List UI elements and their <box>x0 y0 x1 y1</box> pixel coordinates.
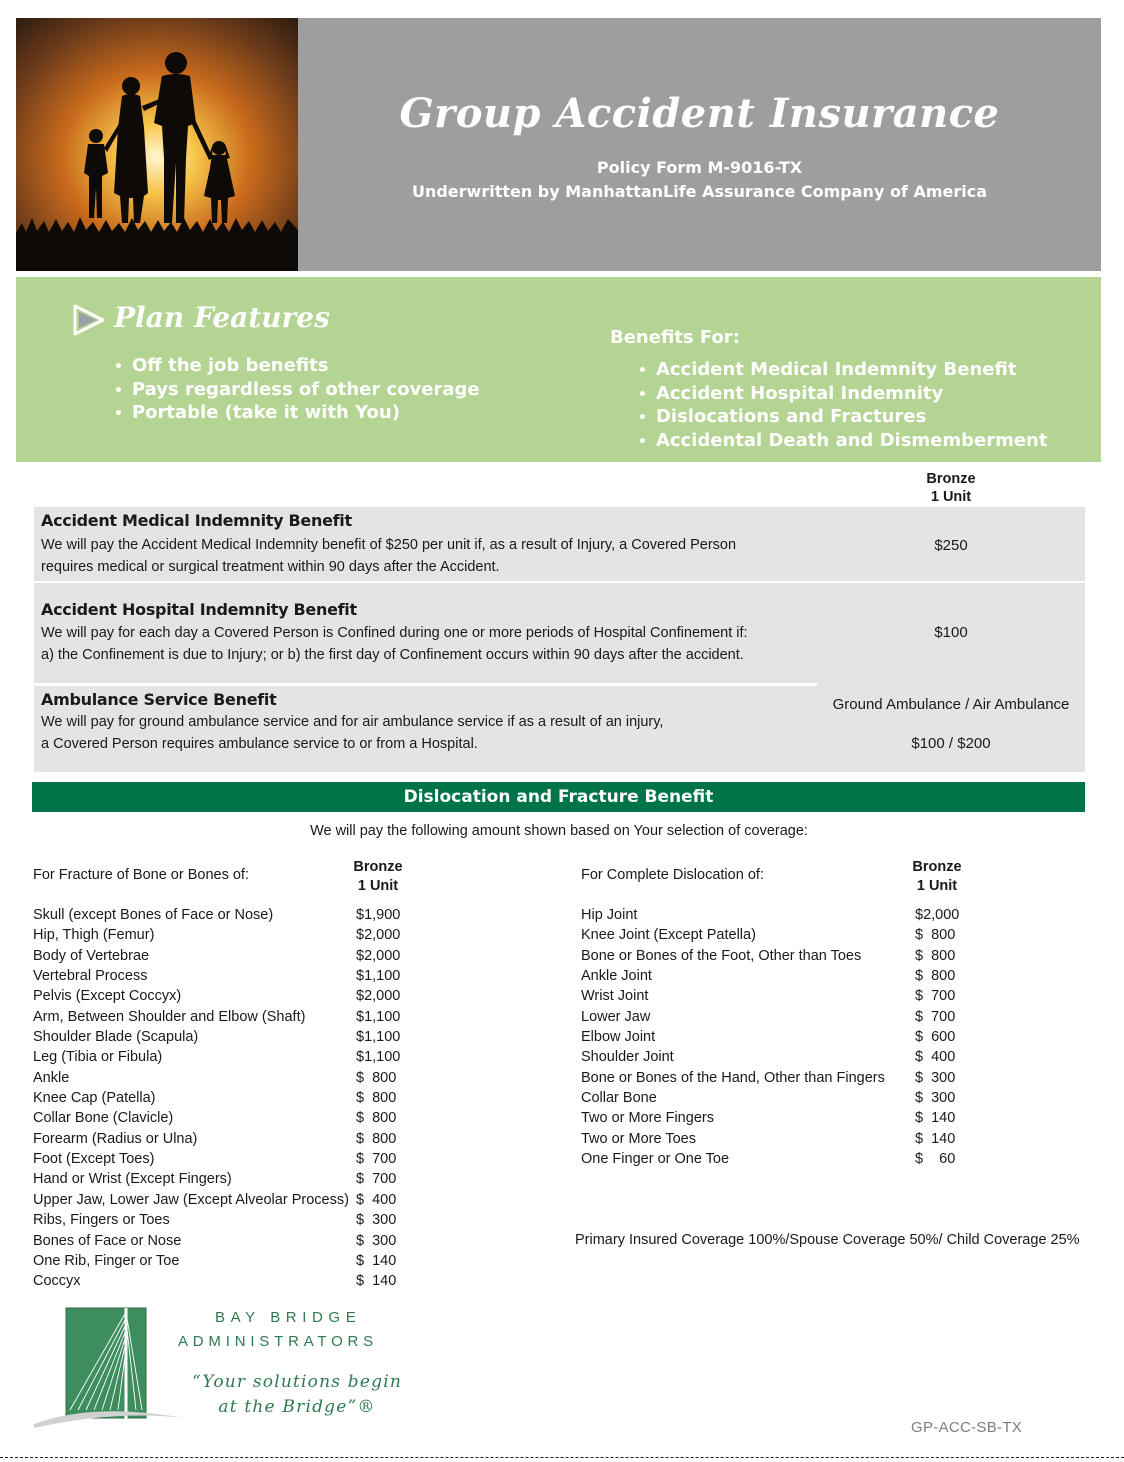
item-name: Hip, Thigh (Femur) <box>33 927 155 944</box>
item-amount: $ 140 <box>915 1130 956 1147</box>
fracture-unit-header: Bronze 1 Unit <box>353 859 403 894</box>
item-name: Bone or Bones of the Hand, Other than Fingers <box>581 1069 885 1086</box>
table-row <box>33 946 413 966</box>
benefit-row-hospital <box>34 583 1085 683</box>
plan-features-panel <box>16 277 1101 462</box>
header-text <box>298 18 1101 271</box>
list-item: • Pays regardless of other coverage <box>114 379 480 403</box>
item-amount: $ 800 <box>356 1069 397 1086</box>
table-row <box>33 986 413 1006</box>
form-code: GP-ACC-SB-TX <box>911 1419 1023 1436</box>
item-name: Skull (except Bones of Face or Nose) <box>33 907 274 923</box>
bay-bridge-logo <box>34 1306 194 1431</box>
item-amount: $1,100 <box>356 968 401 985</box>
table-row <box>581 1068 971 1088</box>
table-row <box>581 1027 971 1047</box>
fracture-heading: For Fracture of Bone or Bones of: <box>33 867 249 883</box>
item-name: Upper Jaw, Lower Jaw (Except Alveolar Process) <box>33 1191 349 1208</box>
item-amount: $2,000 <box>356 988 401 1005</box>
table-row <box>581 905 971 925</box>
benefit-title: Ambulance Service Benefit <box>41 690 277 709</box>
table-row <box>581 966 971 986</box>
item-amount: $ 700 <box>915 1008 956 1025</box>
list-item: • Off the job benefits <box>114 355 480 379</box>
table-row <box>33 1088 413 1108</box>
table-row <box>33 1007 413 1027</box>
dislocation-fracture-intro: We will pay the following amount shown based on Your selection of coverage: <box>310 823 808 839</box>
table-row <box>33 966 413 986</box>
table-row <box>33 1129 413 1149</box>
item-name: Leg (Tibia or Fibula) <box>33 1049 163 1066</box>
plan-features-title: Plan Features <box>114 301 330 334</box>
table-row <box>33 1108 413 1128</box>
item-name: Knee Cap (Patella) <box>33 1090 156 1107</box>
list-item: • Accident Medical Indemnity Benefit <box>638 359 1047 383</box>
benefit-amount: $250 <box>934 537 968 554</box>
item-name: Collar Bone <box>581 1090 657 1107</box>
item-name: Body of Vertebrae <box>33 947 150 964</box>
item-name: Lower Jaw <box>581 1008 651 1025</box>
table-row <box>581 1108 971 1128</box>
ambulance-type-header: Ground Ambulance / Air Ambulance <box>832 696 1070 713</box>
item-amount: $ 300 <box>915 1090 956 1107</box>
list-item: • Portable (take it with You) <box>114 402 480 426</box>
item-amount: $1,100 <box>356 1008 401 1025</box>
table-row <box>33 1251 413 1271</box>
table-row <box>33 1210 413 1230</box>
item-amount: $1,900 <box>356 907 401 923</box>
item-name: Knee Joint (Except Patella) <box>581 927 756 944</box>
item-name: Vertebral Process <box>33 968 148 985</box>
item-amount: $ 800 <box>356 1110 397 1127</box>
benefit-title: Accident Hospital Indemnity Benefit <box>41 600 357 619</box>
header-banner <box>16 18 1101 271</box>
item-name: Wrist Joint <box>581 988 649 1005</box>
benefits-for-list <box>638 359 1047 453</box>
table-row <box>33 925 413 945</box>
item-amount: $ 60 <box>915 1151 956 1168</box>
item-name: Hand or Wrist (Except Fingers) <box>33 1171 232 1188</box>
table-row <box>33 1169 413 1189</box>
item-name: Foot (Except Toes) <box>33 1151 155 1168</box>
item-amount: $ 300 <box>356 1212 397 1229</box>
plan-features-list <box>114 355 480 426</box>
dislocation-heading: For Complete Dislocation of: <box>581 867 764 883</box>
table-row <box>581 1149 971 1169</box>
table-row <box>581 1007 971 1027</box>
family-sunset-image <box>16 18 298 271</box>
item-amount: $2,000 <box>356 927 401 944</box>
table-row <box>581 925 971 945</box>
list-item: • Accidental Death and Dismemberment <box>638 430 1047 454</box>
table-row <box>33 1190 413 1210</box>
table-row <box>581 1047 971 1067</box>
item-amount: $ 600 <box>915 1029 956 1046</box>
page-title: Group Accident Insurance <box>399 90 1000 137</box>
table-row <box>33 905 413 925</box>
item-amount: $ 800 <box>915 947 956 964</box>
item-name: Collar Bone (Clavicle) <box>33 1110 174 1127</box>
fracture-list <box>33 905 413 1292</box>
item-name: Bone or Bones of the Foot, Other than Toes <box>581 947 862 964</box>
table-row <box>33 1027 413 1047</box>
benefit-amount: $100 / $200 <box>911 735 991 752</box>
play-arrow-icon <box>72 303 106 337</box>
item-amount: $ 800 <box>356 1090 397 1107</box>
item-amount: $1,100 <box>356 1029 401 1046</box>
item-name: One Finger or One Toe <box>581 1151 730 1168</box>
item-amount: $2,000 <box>915 907 960 923</box>
coverage-note: Primary Insured Coverage 100%/Spouse Coverage 50%/ Child Coverage 25% <box>575 1232 1080 1248</box>
table-row <box>33 1149 413 1169</box>
item-name: Elbow Joint <box>581 1029 656 1046</box>
item-name: Arm, Between Shoulder and Elbow (Shaft) <box>33 1008 306 1025</box>
item-name: One Rib, Finger or Toe <box>33 1252 180 1269</box>
benefit-title: Accident Medical Indemnity Benefit <box>41 511 352 530</box>
list-item: • Dislocations and Fractures <box>638 406 1047 430</box>
dislocation-list <box>581 905 971 1169</box>
item-amount: $ 700 <box>356 1171 397 1188</box>
item-amount: $ 700 <box>356 1151 397 1168</box>
table-row <box>581 986 971 1006</box>
benefit-description: We will pay the Accident Medical Indemnity benefit of $250 per unit if, as a result of Injury, a Covered Person requires medical or surgical treatment within 90 days after the Accident. <box>41 537 737 575</box>
list-item: • Accident Hospital Indemnity <box>638 383 1047 407</box>
item-amount: $ 800 <box>356 1130 397 1147</box>
company-name-line2: ADMINISTRATORS <box>178 1333 378 1350</box>
item-name: Ankle <box>33 1069 70 1086</box>
policy-form-number: Policy Form M-9016-TX <box>596 158 803 177</box>
table-row <box>581 1088 971 1108</box>
item-amount: $ 300 <box>915 1069 956 1086</box>
item-amount: $ 140 <box>915 1110 956 1127</box>
item-name: Two or More Fingers <box>581 1110 714 1127</box>
item-name: Bones of Face or Nose <box>33 1232 182 1249</box>
table-row <box>33 1047 413 1067</box>
item-name: Hip Joint <box>581 907 638 923</box>
table-row <box>581 946 971 966</box>
item-name: Two or More Toes <box>581 1130 696 1147</box>
item-name: Forearm (Radius or Ulna) <box>33 1130 198 1147</box>
item-name: Shoulder Joint <box>581 1049 674 1066</box>
item-amount: $1,100 <box>356 1049 401 1066</box>
item-name: Ribs, Fingers or Toes <box>33 1212 170 1229</box>
table-row <box>33 1231 413 1251</box>
dislocation-unit-header: Bronze 1 Unit <box>912 859 962 894</box>
item-amount: $2,000 <box>356 947 401 964</box>
cut-line-divider <box>0 1457 1124 1458</box>
item-amount: $ 140 <box>356 1252 397 1269</box>
benefit-description: We will pay for ground ambulance service and for air ambulance service if as a result of an injury, a Covered Person requires ambulance service to or from a Hospital. <box>41 714 664 752</box>
item-amount: $ 140 <box>356 1273 397 1290</box>
item-amount: $ 300 <box>356 1232 397 1249</box>
benefit-description: We will pay for each day a Covered Person is Confined during one or more periods of Hospital Confinement if: a) the Confinement is due to Injury; or b) the first day of Confinement occurs within 90 days after the accident. <box>41 625 748 663</box>
underwriter-line: Underwritten by ManhattanLife Assurance Company of America <box>411 182 988 201</box>
benefit-row-medical <box>34 507 1085 581</box>
item-amount: $ 800 <box>915 968 956 985</box>
table-row <box>33 1068 413 1088</box>
item-amount: $ 400 <box>915 1049 956 1066</box>
item-name: Pelvis (Except Coccyx) <box>33 988 182 1005</box>
item-name: Ankle Joint <box>581 968 652 985</box>
company-name-line1: BAY BRIDGE <box>215 1309 362 1326</box>
benefits-for-label: Benefits For: <box>610 327 740 348</box>
table-row <box>581 1129 971 1149</box>
table-row <box>33 1271 413 1291</box>
bronze-unit-column-header: Bronze 1 Unit <box>926 471 976 505</box>
item-name: Coccyx <box>33 1273 81 1290</box>
item-name: Shoulder Blade (Scapula) <box>33 1029 199 1046</box>
benefit-amount: $100 <box>934 624 968 641</box>
item-amount: $ 400 <box>356 1191 397 1208</box>
dislocation-fracture-heading: Dislocation and Fracture Benefit <box>32 782 1085 812</box>
item-amount: $ 700 <box>915 988 956 1005</box>
company-tagline: “Your solutions begin at the Bridge”® <box>192 1372 402 1417</box>
item-amount: $ 800 <box>915 927 956 944</box>
benefit-row-ambulance <box>34 686 1085 772</box>
